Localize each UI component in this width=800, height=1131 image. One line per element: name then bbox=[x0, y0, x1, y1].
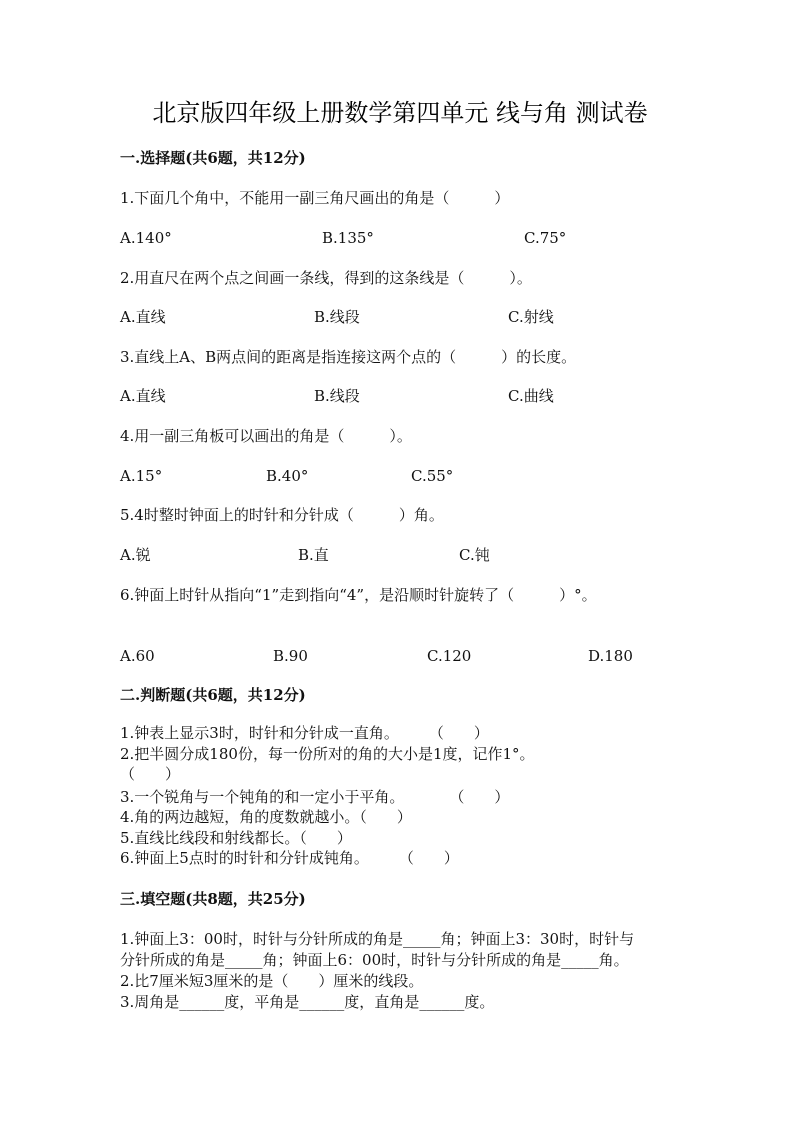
fill-line: 3.周角是______度，平角是______度，直角是______度。 bbox=[120, 993, 495, 1011]
option-b: B.90 bbox=[273, 647, 308, 665]
question-text: 2.用直尺在两个点之间画一条线，得到的这条线是（ ）。 bbox=[120, 269, 532, 287]
option-c: C.75° bbox=[524, 229, 567, 247]
option-b: B.线段 bbox=[314, 387, 360, 405]
section-heading-fill: 三.填空题(共8题，共25分) bbox=[120, 890, 306, 908]
fill-line: 2.比7厘米短3厘米的是（ ）厘米的线段。 bbox=[120, 972, 424, 990]
option-c: C.曲线 bbox=[508, 387, 554, 405]
option-a: A.140° bbox=[120, 229, 172, 247]
section-heading-choice: 一.选择题(共6题，共12分) bbox=[120, 149, 306, 167]
judgment-line: （ ） bbox=[120, 765, 181, 783]
question-text: 1.下面几个角中，不能用一副三角尺画出的角是（ ） bbox=[120, 189, 510, 207]
option-b: B.线段 bbox=[314, 308, 360, 326]
option-a: A.直线 bbox=[120, 308, 166, 326]
section-heading-judgment: 二.判断题(共6题，共12分) bbox=[120, 686, 306, 704]
option-b: B.40° bbox=[266, 467, 309, 485]
option-c: C.钝 bbox=[459, 546, 490, 564]
page-title: 北京版四年级上册数学第四单元 线与角 测试卷 bbox=[152, 99, 648, 127]
option-c: C.120 bbox=[427, 647, 472, 665]
option-b: B.135° bbox=[322, 229, 374, 247]
option-a: A.60 bbox=[120, 647, 155, 665]
option-c: C.射线 bbox=[508, 308, 554, 326]
question-text: 3.直线上A、B两点间的距离是指连接这两个点的（ ）的长度。 bbox=[120, 348, 577, 366]
fill-line: 1.钟面上3：00时，时针与分针所成的角是_____角；钟面上3：30时，时针与 bbox=[120, 930, 635, 948]
judgment-line: 3.一个锐角与一个钝角的和一定小于平角。 （ ） bbox=[120, 788, 510, 806]
question-text: 5.4时整时钟面上的时针和分针成（ ）角。 bbox=[120, 506, 444, 524]
judgment-line: 1.钟表上显示3时，时针和分针成一直角。 （ ） bbox=[120, 724, 489, 742]
judgment-line: 6.钟面上5点时的时针和分针成钝角。 （ ） bbox=[120, 849, 459, 867]
option-a: A.锐 bbox=[120, 546, 151, 564]
option-b: B.直 bbox=[298, 546, 329, 564]
option-a: A.15° bbox=[120, 467, 163, 485]
judgment-line: 4.角的两边越短，角的度数就越小。（ ） bbox=[120, 808, 412, 826]
judgment-line: 2.把半圆分成180份，每一份所对的角的大小是1度，记作1°。 bbox=[120, 745, 535, 763]
fill-line: 分针所成的角是_____角；钟面上6：00时，时针与分针所成的角是_____角。 bbox=[120, 951, 629, 969]
option-a: A.直线 bbox=[120, 387, 166, 405]
option-c: C.55° bbox=[411, 467, 454, 485]
judgment-line: 5.直线比线段和射线都长。（ ） bbox=[120, 829, 352, 847]
option-d: D.180 bbox=[588, 647, 633, 665]
question-text: 4.用一副三角板可以画出的角是（ ）。 bbox=[120, 427, 412, 445]
question-text: 6.钟面上时针从指向“1”走到指向“4”，是沿顺时针旋转了（ ）°。 bbox=[120, 586, 597, 604]
